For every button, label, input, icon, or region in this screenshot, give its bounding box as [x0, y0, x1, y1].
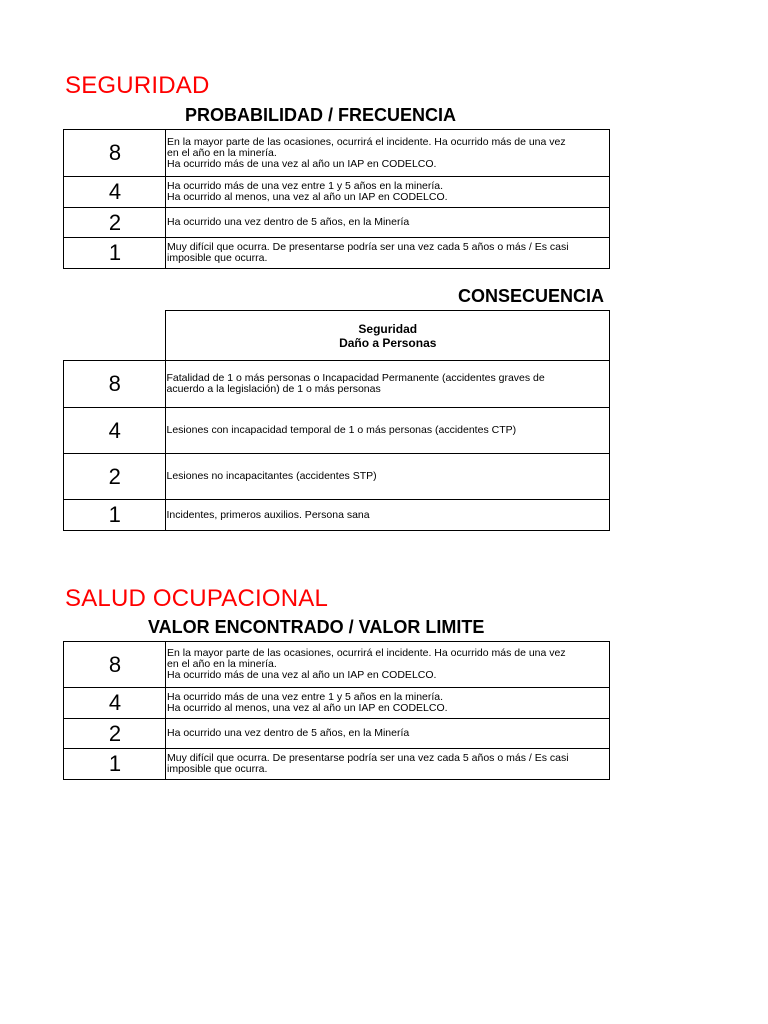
table-row [64, 719, 610, 749]
description-cell [166, 688, 610, 719]
column-header-line: Daño a Personas [339, 335, 437, 350]
probabilidad-table [63, 129, 610, 269]
description-cell [166, 130, 610, 177]
seguridad-title: SEGURIDAD [65, 72, 210, 99]
description-cell [165, 454, 610, 500]
table-row [64, 208, 610, 238]
table-header-row [64, 311, 610, 361]
valor-table [63, 641, 610, 780]
table-row [64, 688, 610, 719]
description-cell [165, 361, 610, 408]
description-line: Lesiones no incapacitantes (accidentes STP) [166, 470, 377, 482]
description-line: en el año en la minería. [167, 658, 277, 670]
description-cell [166, 177, 610, 208]
consecuencia-heading-clip [458, 286, 610, 307]
description-line: Ha ocurrido más de una vez al año un IAP en CODELCO. [167, 669, 437, 681]
description-cell [166, 208, 610, 238]
table-row [64, 500, 610, 531]
description-line: acuerdo a la legislación) de 1 o más personas [166, 383, 381, 395]
table-row [64, 130, 610, 177]
score-value: 1 [64, 749, 166, 780]
table-row [64, 749, 610, 780]
description-line: Ha ocurrido al menos, una vez al año un IAP en CODELCO. [167, 191, 448, 203]
description-line: Lesiones con incapacidad temporal de 1 o más personas (accidentes CTP) [166, 424, 517, 436]
description-line: En la mayor parte de las ocasiones, ocurrirá el incidente. Ha ocurrido más de una vez [167, 647, 566, 659]
score-value: 2 [64, 208, 166, 238]
description-line: Incidentes, primeros auxilios. Persona sana [166, 508, 370, 521]
table-row [64, 454, 610, 500]
score-value: 8 [64, 642, 166, 688]
score-value: 2 [64, 454, 166, 500]
score-value: 2 [64, 719, 166, 749]
valor-heading: VALOR ENCONTRADO / VALOR LIMITE [148, 617, 485, 637]
description-line: imposible que ocurra. [167, 252, 268, 264]
table-row [64, 238, 610, 269]
score-value: 4 [64, 408, 166, 454]
score-value: 4 [64, 688, 166, 719]
description-line: Ha ocurrido al menos, una vez al año un IAP en CODELCO. [167, 702, 448, 714]
table-row [64, 642, 610, 688]
description-line: En la mayor parte de las ocasiones, ocurrirá el incidente. Ha ocurrido más de una vez [167, 135, 566, 148]
description-line: Muy difícil que ocurra. De presentarse podría ser una vez cada 5 años o más / Es casi [167, 752, 569, 764]
blank-cell [64, 311, 166, 361]
description-line: Ha ocurrido más de una vez al año un IAP en CODELCO. [167, 157, 437, 170]
score-value: 1 [64, 500, 166, 531]
description-line: en el año en la minería. [167, 146, 277, 159]
description-line: Ha ocurrido una vez dentro de 5 años, en la Minería [167, 216, 410, 228]
description-cell [165, 500, 610, 531]
score-value: 8 [64, 361, 166, 408]
column-header [165, 311, 610, 361]
description-line: Ha ocurrido una vez dentro de 5 años, en la Minería [167, 727, 410, 739]
probabilidad-heading: PROBABILIDAD / FRECUENCIA [185, 105, 457, 125]
description-cell [166, 642, 610, 688]
description-cell [166, 719, 610, 749]
consecuencia-heading: CONSECUENCIA [458, 286, 605, 306]
description-line: Ha ocurrido más de una vez entre 1 y 5 años en la minería. [167, 180, 444, 192]
score-value: 8 [64, 130, 166, 177]
description-cell [165, 408, 610, 454]
description-line: imposible que ocurra. [167, 763, 268, 775]
description-line: Muy difícil que ocurra. De presentarse podría ser una vez cada 5 años o más / Es casi [167, 241, 569, 253]
description-line: Ha ocurrido más de una vez entre 1 y 5 años en la minería. [167, 691, 444, 703]
salud-title: SALUD OCUPACIONAL [65, 585, 329, 612]
score-value: 4 [64, 177, 166, 208]
description-cell [166, 238, 610, 269]
table-row [64, 408, 610, 454]
table-row [64, 177, 610, 208]
score-value: 1 [64, 238, 166, 269]
description-cell [166, 749, 610, 780]
column-header-line: Seguridad [358, 321, 418, 336]
consecuencia-table [63, 310, 610, 531]
table-row [64, 361, 610, 408]
description-line: Fatalidad de 1 o más personas o Incapacidad Permanente (accidentes graves de [166, 372, 545, 384]
